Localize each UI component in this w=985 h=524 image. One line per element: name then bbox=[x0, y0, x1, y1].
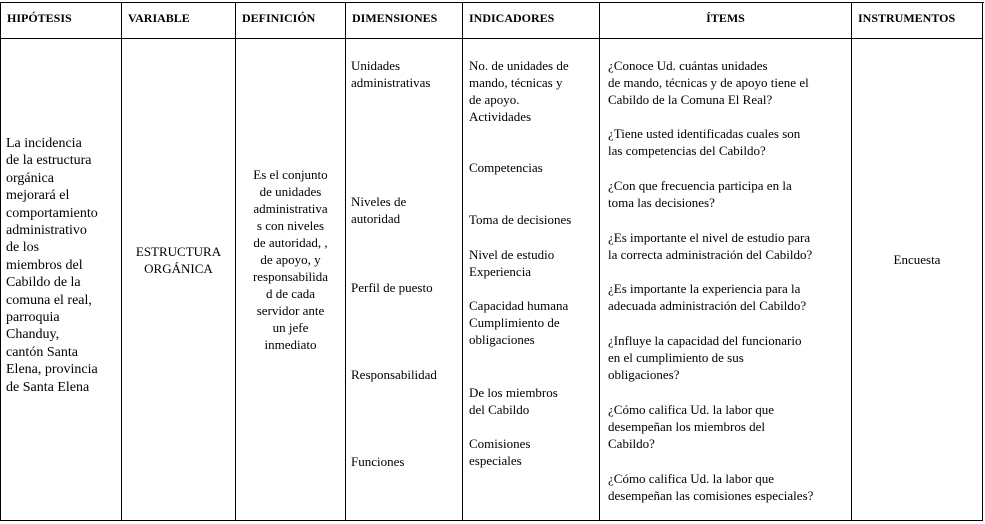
hipotesis-line: de Santa Elena bbox=[6, 379, 90, 395]
dimension-line: Funciones bbox=[351, 454, 405, 469]
dimension-item bbox=[351, 366, 437, 383]
item-question bbox=[608, 280, 806, 314]
cell-indicadores bbox=[463, 39, 600, 521]
dimension-line: Perfil de puesto bbox=[351, 280, 433, 295]
indicator-line: Comisiones bbox=[469, 436, 531, 451]
hipotesis-text bbox=[6, 135, 98, 396]
header-instrumentos: INSTRUMENTOS bbox=[852, 3, 983, 39]
definicion-line: d de cada bbox=[265, 286, 316, 301]
hipotesis-line: Cabildo de la bbox=[6, 275, 81, 291]
item-question bbox=[608, 57, 809, 108]
item-line: de mando, técnicas y de apoyo tiene el bbox=[608, 75, 809, 90]
indicator-item bbox=[469, 57, 569, 125]
indicator-item bbox=[469, 246, 554, 280]
cell-definicion bbox=[236, 39, 346, 521]
indicator-item bbox=[469, 297, 568, 348]
item-line: ¿Cómo califica Ud. la labor que bbox=[608, 402, 775, 417]
dimension-item bbox=[351, 453, 404, 470]
cell-dimensiones bbox=[346, 39, 463, 521]
indicator-line: Actividades bbox=[469, 109, 532, 124]
hipotesis-line: orgánica bbox=[6, 170, 54, 186]
definicion-line: de autoridad, , bbox=[253, 235, 328, 250]
item-line: Cabildo? bbox=[608, 436, 655, 451]
header-indicadores: INDICADORES bbox=[463, 3, 600, 39]
variable-line: ORGÁNICA bbox=[144, 260, 213, 276]
hipotesis-line: Elena, provincia bbox=[6, 362, 98, 378]
item-line: ¿Es importante la experiencia para la bbox=[608, 281, 801, 296]
indicator-item bbox=[469, 211, 571, 228]
hipotesis-line: miembros del bbox=[6, 257, 83, 273]
item-line: ¿Cómo califica Ud. la labor que bbox=[608, 471, 775, 486]
hipotesis-line: administrativo bbox=[6, 223, 87, 239]
hipotesis-line: Chanduy, bbox=[6, 327, 60, 343]
indicator-item bbox=[469, 159, 543, 176]
definicion-line: de unidades bbox=[259, 184, 322, 199]
item-line: ¿Conoce Ud. cuántas unidades bbox=[608, 58, 768, 73]
indicator-line: Nivel de estudio bbox=[469, 247, 555, 262]
item-question bbox=[608, 470, 813, 504]
header-items: ÍTEMS bbox=[600, 3, 852, 39]
cell-items bbox=[600, 39, 852, 521]
dimension-line: administrativas bbox=[351, 75, 431, 90]
definicion-line: servidor ante bbox=[256, 303, 325, 318]
cell-variable bbox=[122, 39, 236, 521]
definicion-line: s con niveles bbox=[256, 218, 325, 233]
item-question bbox=[608, 177, 792, 211]
definicion-text bbox=[253, 166, 328, 353]
hipotesis-line: mejorará el bbox=[6, 188, 70, 204]
item-line: adecuada administración del Cabildo? bbox=[608, 298, 807, 313]
dimension-line: Responsabilidad bbox=[351, 367, 437, 382]
item-line: las competencias del Cabildo? bbox=[608, 143, 766, 158]
item-line: la correcta administración del Cabildo? bbox=[608, 247, 813, 262]
indicator-line: De los miembros bbox=[469, 385, 558, 400]
header-definicion: DEFINICIÓN bbox=[236, 3, 346, 39]
item-question bbox=[608, 401, 774, 452]
hipotesis-line: comuna el real, bbox=[6, 292, 92, 308]
indicator-line: Capacidad humana bbox=[469, 298, 569, 313]
item-line: desempeñan los miembros del bbox=[608, 419, 766, 434]
item-line: ¿Influye la capacidad del funcionario bbox=[608, 333, 802, 348]
indicator-line: Cumplimiento de bbox=[469, 315, 560, 330]
indicator-line: mando, técnicas y bbox=[469, 75, 563, 90]
definicion-line: de apoyo, y bbox=[260, 252, 321, 267]
item-question bbox=[608, 125, 800, 159]
header-variable: VARIABLE bbox=[122, 3, 236, 39]
item-line: Cabildo de la Comuna El Real? bbox=[608, 92, 773, 107]
indicator-line: de apoyo. bbox=[469, 92, 520, 107]
indicator-line: No. de unidades de bbox=[469, 58, 569, 73]
dimension-line: Niveles de bbox=[351, 194, 407, 209]
hipotesis-line: de la estructura bbox=[6, 153, 92, 169]
hipotesis-line: comportamiento bbox=[6, 205, 98, 221]
dimension-item bbox=[351, 193, 406, 227]
dimension-item bbox=[351, 279, 433, 296]
indicator-line: del Cabildo bbox=[469, 402, 530, 417]
item-line: ¿Con que frecuencia participa en la bbox=[608, 178, 792, 193]
dimension-line: Unidades bbox=[351, 58, 401, 73]
definicion-line: administrativa bbox=[253, 201, 328, 216]
indicator-line: Competencias bbox=[469, 160, 543, 175]
instrumentos-text: Encuesta bbox=[893, 251, 941, 267]
indicator-line: especiales bbox=[469, 453, 522, 468]
item-line: ¿Tiene usted identificadas cuales son bbox=[608, 126, 801, 141]
indicator-line: Toma de decisiones bbox=[469, 212, 572, 227]
item-question bbox=[608, 229, 812, 263]
header-dimensiones: DIMENSIONES bbox=[346, 3, 463, 39]
indicator-line: obligaciones bbox=[469, 332, 535, 347]
cell-hipotesis bbox=[1, 39, 122, 521]
hipotesis-line: parroquia bbox=[6, 310, 60, 326]
item-line: toma las decisiones? bbox=[608, 195, 715, 210]
item-question bbox=[608, 332, 801, 383]
item-line: obligaciones? bbox=[608, 367, 680, 382]
hipotesis-line: La incidencia bbox=[6, 136, 82, 151]
definicion-line: inmediato bbox=[264, 337, 317, 352]
variable-line: ESTRUCTURA bbox=[135, 243, 222, 259]
definicion-line: un jefe bbox=[272, 320, 309, 335]
indicator-line: Experiencia bbox=[469, 264, 532, 279]
item-line: en el cumplimiento de sus bbox=[608, 350, 744, 365]
dimension-item bbox=[351, 57, 430, 91]
hipotesis-line: de los bbox=[6, 240, 40, 256]
hipotesis-line: cantón Santa bbox=[6, 344, 78, 360]
dimension-line: autoridad bbox=[351, 211, 401, 226]
operationalization-table bbox=[0, 2, 984, 521]
definicion-line: Es el conjunto bbox=[253, 167, 328, 182]
indicator-item bbox=[469, 435, 530, 469]
indicator-item bbox=[469, 384, 558, 418]
definicion-line: responsabilida bbox=[252, 269, 329, 284]
cell-instrumentos bbox=[852, 39, 983, 521]
header-hipotesis: HIPÓTESIS bbox=[1, 3, 122, 39]
item-line: desempeñan las comisiones especiales? bbox=[608, 488, 814, 503]
variable-text bbox=[136, 243, 221, 277]
item-line: ¿Es importante el nivel de estudio para bbox=[608, 230, 811, 245]
